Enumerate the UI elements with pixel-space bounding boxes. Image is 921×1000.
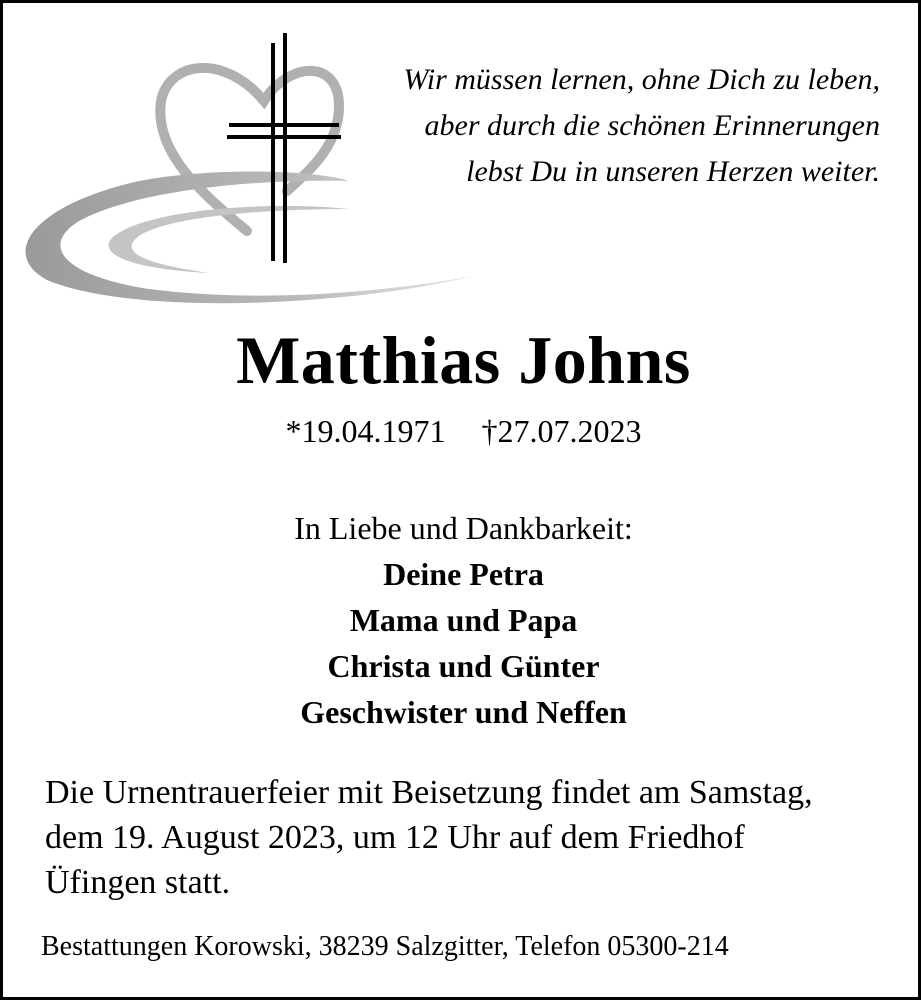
funeral-notice [45,770,895,905]
notice-line-2: dem 19. August 2023, um 12 Uhr auf dem Friedhof [45,819,745,856]
memorial-quote [403,57,880,195]
birth-date: *19.04.1971 [285,413,446,449]
mourners-intro: In Liebe und Dankbarkeit: [294,510,633,546]
deceased-name: Matthias Johns [236,322,691,398]
mourner-name: Christa und Günter [327,648,600,684]
quote-line-1: Wir müssen lernen, ohne Dich zu leben, [403,63,880,96]
quote-line-3: lebst Du in unseren Herzen weiter. [466,155,880,188]
mourner-name: Mama und Papa [349,602,578,638]
notice-line-1: Die Urnentrauerfeier mit Beisetzung findet am Samstag, [45,774,813,811]
mourners-list [3,505,921,735]
death-date: †27.07.2023 [481,413,642,449]
life-dates [3,413,921,450]
notice-line-3: Üfingen statt. [45,864,231,901]
mourner-name: Deine Petra [383,556,544,592]
heart-outline [160,68,339,231]
mourner-name: Geschwister und Neffen [300,694,627,730]
quote-line-2: aber durch die schönen Erinnerungen [424,109,880,142]
undertaker-info: Bestattungen Korowski, 38239 Salzgitter, Telefon 05300-214 [41,931,729,962]
